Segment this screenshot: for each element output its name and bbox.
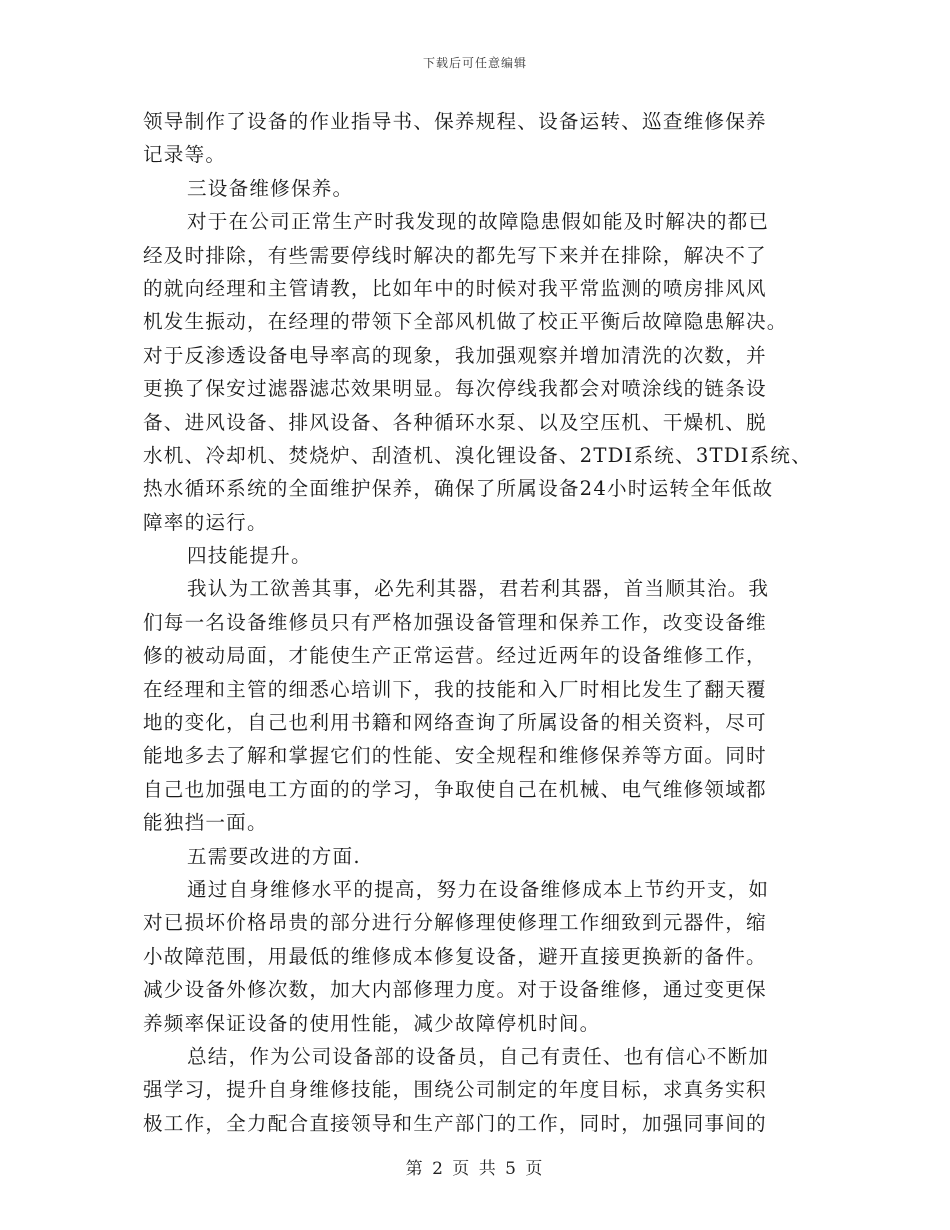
section-heading: 五需要改进的方面. <box>187 844 361 868</box>
text-line: 们每一名设备维修员只有严格加强设备管理和保养工作，改变设备维 <box>143 610 767 634</box>
text-line: 水机、冷却机、焚烧炉、刮渣机、溴化锂设备、2TDI系统、3TDI系统、 <box>143 443 812 467</box>
text-line: 领导制作了设备的作业指导书、保养规程、设备运转、巡查维修保养 <box>143 110 767 133</box>
text-line: 总结，作为公司设备部的设备员，自己有责任、也有信心不断加 <box>187 1044 770 1068</box>
text-line: 自己也加强电工方面的的学习，争取使自己在机械、电气维修领域都 <box>143 777 767 801</box>
text-line: 通过自身维修水平的提高，努力在设备维修成本上节约开支，如 <box>187 877 770 901</box>
text-line: 能地多去了解和掌握它们的性能、安全规程和维修保养等方面。同时 <box>143 744 767 768</box>
section-heading: 四技能提升。 <box>187 544 312 568</box>
text-line: 修的被动局面，才能使生产正常运营。经过近两年的设备维修工作， <box>143 644 767 668</box>
text-line: 机发生振动，在经理的带领下全部风机做了校正平衡后故障隐患解决。 <box>143 310 788 334</box>
text-line: 我认为工欲善其事，必先利其器，君若利其器，首当顺其治。我 <box>187 577 770 601</box>
text-line: 的就向经理和主管请教，比如年中的时候对我平常监测的喷房排风风 <box>143 276 767 300</box>
text-line: 对于反渗透设备电导率高的现象，我加强观察并增加清洗的次数，并 <box>143 343 767 367</box>
text-line: 热水循环系统的全面维护保养，确保了所属设备24小时运转全年低故 <box>143 477 774 501</box>
document-body <box>143 105 813 1140</box>
text-line: 备、进风设备、排风设备、各种循环水泵、以及空压机、干燥机、脱 <box>143 410 767 434</box>
header-note: 下载后可任意编辑 <box>422 56 527 70</box>
text-line: 养频率保证设备的使用性能，减少故障停机时间。 <box>143 1011 601 1035</box>
text-line: 能独挡一面。 <box>143 811 268 835</box>
text-line: 障率的运行。 <box>143 510 268 534</box>
text-line: 地的变化，自己也利用书籍和网络查询了所属设备的相关资料，尽可 <box>143 711 767 735</box>
text-line: 对已损坏价格昂贵的部分进行分解修理使修理工作细致到元器件，缩 <box>143 911 767 935</box>
text-line: 在经理和主管的细悉心培训下，我的技能和入厂时相比发生了翻天覆 <box>143 677 767 701</box>
text-line: 极工作，全力配合直接领导和生产部门的工作，同时，加强同事间的 <box>143 1111 767 1135</box>
section-heading: 三设备维修保养。 <box>187 176 354 200</box>
text-line: 更换了保安过滤器滤芯效果明显。每次停线我都会对喷涂线的链条设 <box>143 377 767 401</box>
page-number: 第 2 页 共 5 页 <box>405 1159 545 1179</box>
text-line: 减少设备外修次数，加大内部修理力度。对于设备维修，通过变更保 <box>143 978 767 1002</box>
text-line: 经及时排除，有些需要停线时解决的都先写下来并在排除，解决不了 <box>143 243 767 267</box>
text-line: 对于在公司正常生产时我发现的故障隐患假如能及时解决的都已 <box>187 210 770 234</box>
text-line: 小故障范围，用最低的维修成本修复设备，避开直接更换新的备件。 <box>143 944 767 968</box>
text-line: 强学习，提升自身维修技能，围绕公司制定的年度目标，求真务实积 <box>143 1078 767 1102</box>
text-line: 记录等。 <box>143 143 227 167</box>
